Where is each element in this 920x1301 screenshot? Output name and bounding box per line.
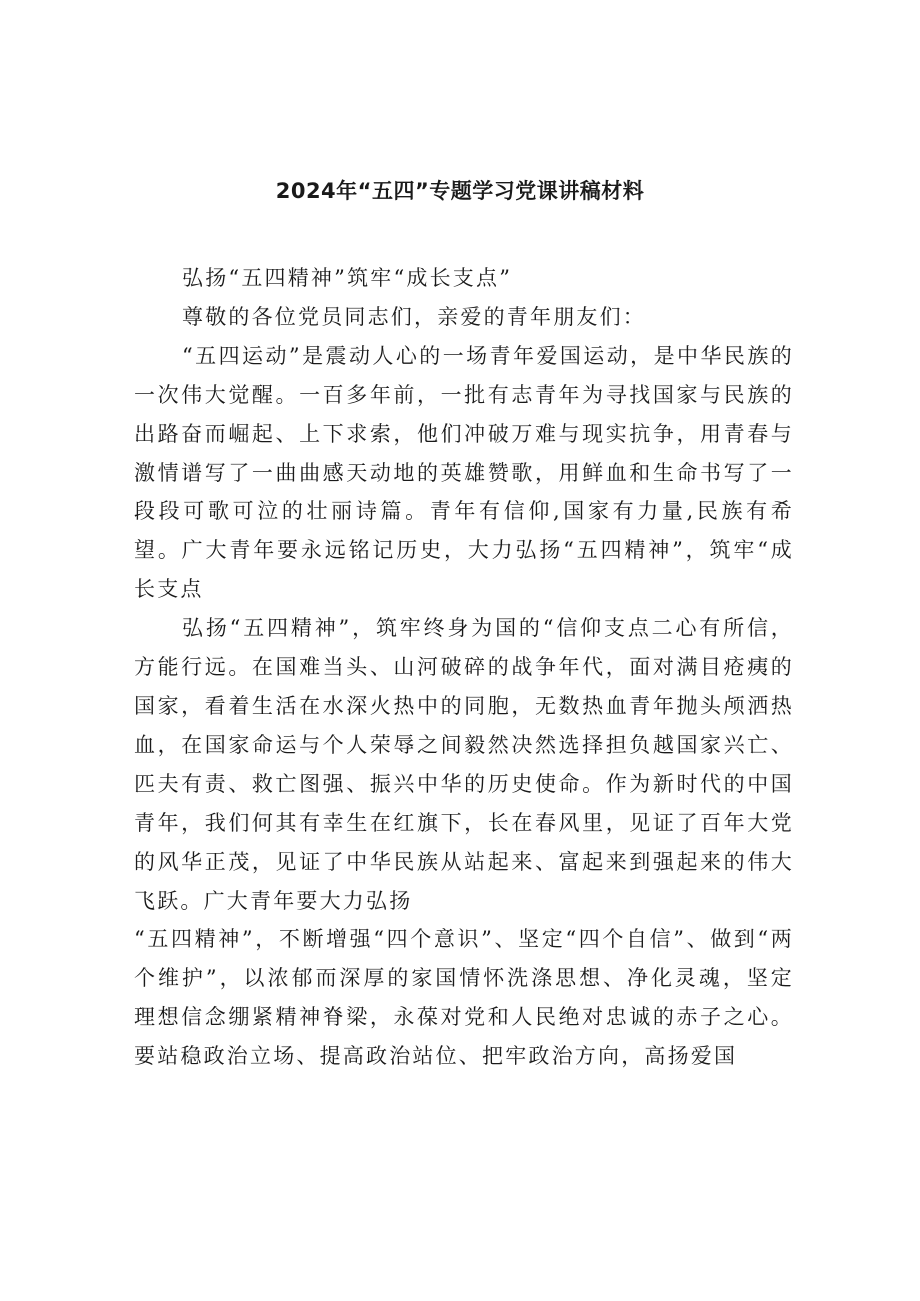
body-paragraph-1: “五四运动”是震动人心的一场青年爱国运动，是中华民族的一次伟大觉醒。一百多年前，一批有志青年为寻找国家与民族的出路奋而崛起、上下求索，他们冲破万难与现实抗争，用青春与激情谱写了一曲曲感天动地的英雄赞歌，用鲜血和生命书写了一段段可歌可泣的壮丽诗篇。青年有信仰,国家有力量,民族有希望。广大青年要永远铭记历史，大力弘扬“五四精神”，筑牢“成长支点 bbox=[134, 343, 794, 602]
body-paragraph-3: “五四精神”，不断增强“四个意识”、坚定“四个自信”、做到“两个维护”，以浓郁而深厚的家国情怀洗涤思想、净化灵魂，坚定理想信念绷紧精神脊梁，永葆对党和人民绝对忠诚的赤子之心。要站稳政治立场、提高政治站位、把牢政治方向，高扬爱国 bbox=[134, 927, 794, 1069]
document-title: 2024年“五四”专题学习党课讲稿材料 bbox=[275, 179, 645, 203]
document-body bbox=[134, 259, 794, 1076]
subtitle-paragraph: 弘扬“五四精神”筑牢“成长支点” bbox=[182, 266, 513, 290]
salutation-paragraph: 尊敬的各位党员同志们，亲爱的青年朋友们： bbox=[182, 304, 646, 329]
body-paragraph-2: 弘扬“五四精神”，筑牢终身为国的“信仰支点二心有所信，方能行远。在国难当头、山河破碎的战争年代，面对满目疮痍的国家，看着生活在水深火热中的同胞，无数热血青年抛头颅洒热血，在国家命运与个人荣辱之间毅然决然选择担负越国家兴亡、匹夫有责、救亡图强、振兴中华的历史使命。作为新时代的中国青年，我们何其有幸生在红旗下，长在春风里，见证了百年大党的风华正茂，见证了中华民族从站起来、富起来到强起来的伟大飞跃。广大青年要大力弘扬 bbox=[134, 616, 794, 913]
